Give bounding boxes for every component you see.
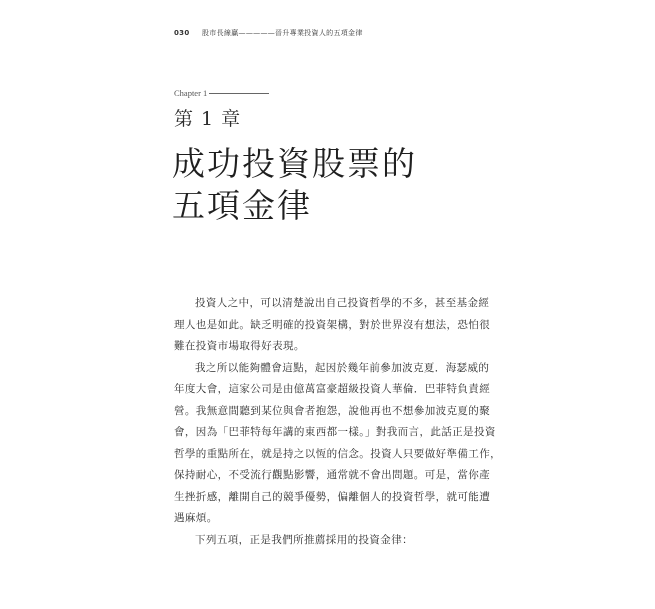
chapter-rule — [209, 93, 269, 94]
paragraph-line: 生挫折感，離開自己的競爭優勢，偏離個人的投資哲學，就可能遭 — [174, 490, 491, 503]
paragraph-line: 下列五項，正是我們所推薦採用的投資金律： — [195, 533, 413, 546]
chapter-label — [174, 88, 269, 98]
paragraph-line: 難在投資市場取得好表現。 — [174, 340, 305, 352]
paragraph-line: 我之所以能夠體會這點，起因於幾年前參加波克夏．海瑟威的 — [195, 361, 490, 374]
paragraph-line: 哲學的重點所在，就是持之以恆的信念。投資人只要做好準備工作， — [174, 447, 501, 460]
chapter-title-line-1: 成功投資股票的 — [172, 144, 417, 183]
running-header — [174, 28, 363, 38]
paragraph-line: 年度大會，這家公司是由億萬富豪超級投資人華倫．巴菲特負責經 — [174, 383, 491, 395]
paragraph-line: 營。我無意間聽到某位與會者抱怨，說他再也不想參加波克夏的聚 — [174, 404, 491, 417]
paragraph-line: 投資人之中，可以清楚說出自己投資哲學的不多，甚至基金經 — [195, 297, 490, 309]
book-title: 股市長線贏—————晉升專業投資人的五項金律 — [202, 29, 363, 37]
paragraph-line: 會，因為「巴菲特每年講的東西都一樣。」對我而言，此話正是投資 — [174, 426, 496, 438]
paragraph-line: 遇麻煩。 — [174, 512, 218, 524]
chapter-title — [172, 143, 417, 227]
chapter-label-text: Chapter 1 — [174, 88, 208, 98]
chapter-title-line-2: 五項金律 — [172, 186, 312, 225]
page-number: 030 — [174, 29, 190, 37]
body-text — [174, 293, 501, 551]
paragraph-line: 保持耐心，不受流行觀點影響，通常就不會出問題。可是，當你產 — [174, 469, 491, 481]
chapter-heading: 第 1 章 — [174, 108, 242, 130]
paragraph-line: 理人也是如此。缺乏明確的投資架構，對於世界沒有想法，恐怕很 — [174, 318, 491, 331]
